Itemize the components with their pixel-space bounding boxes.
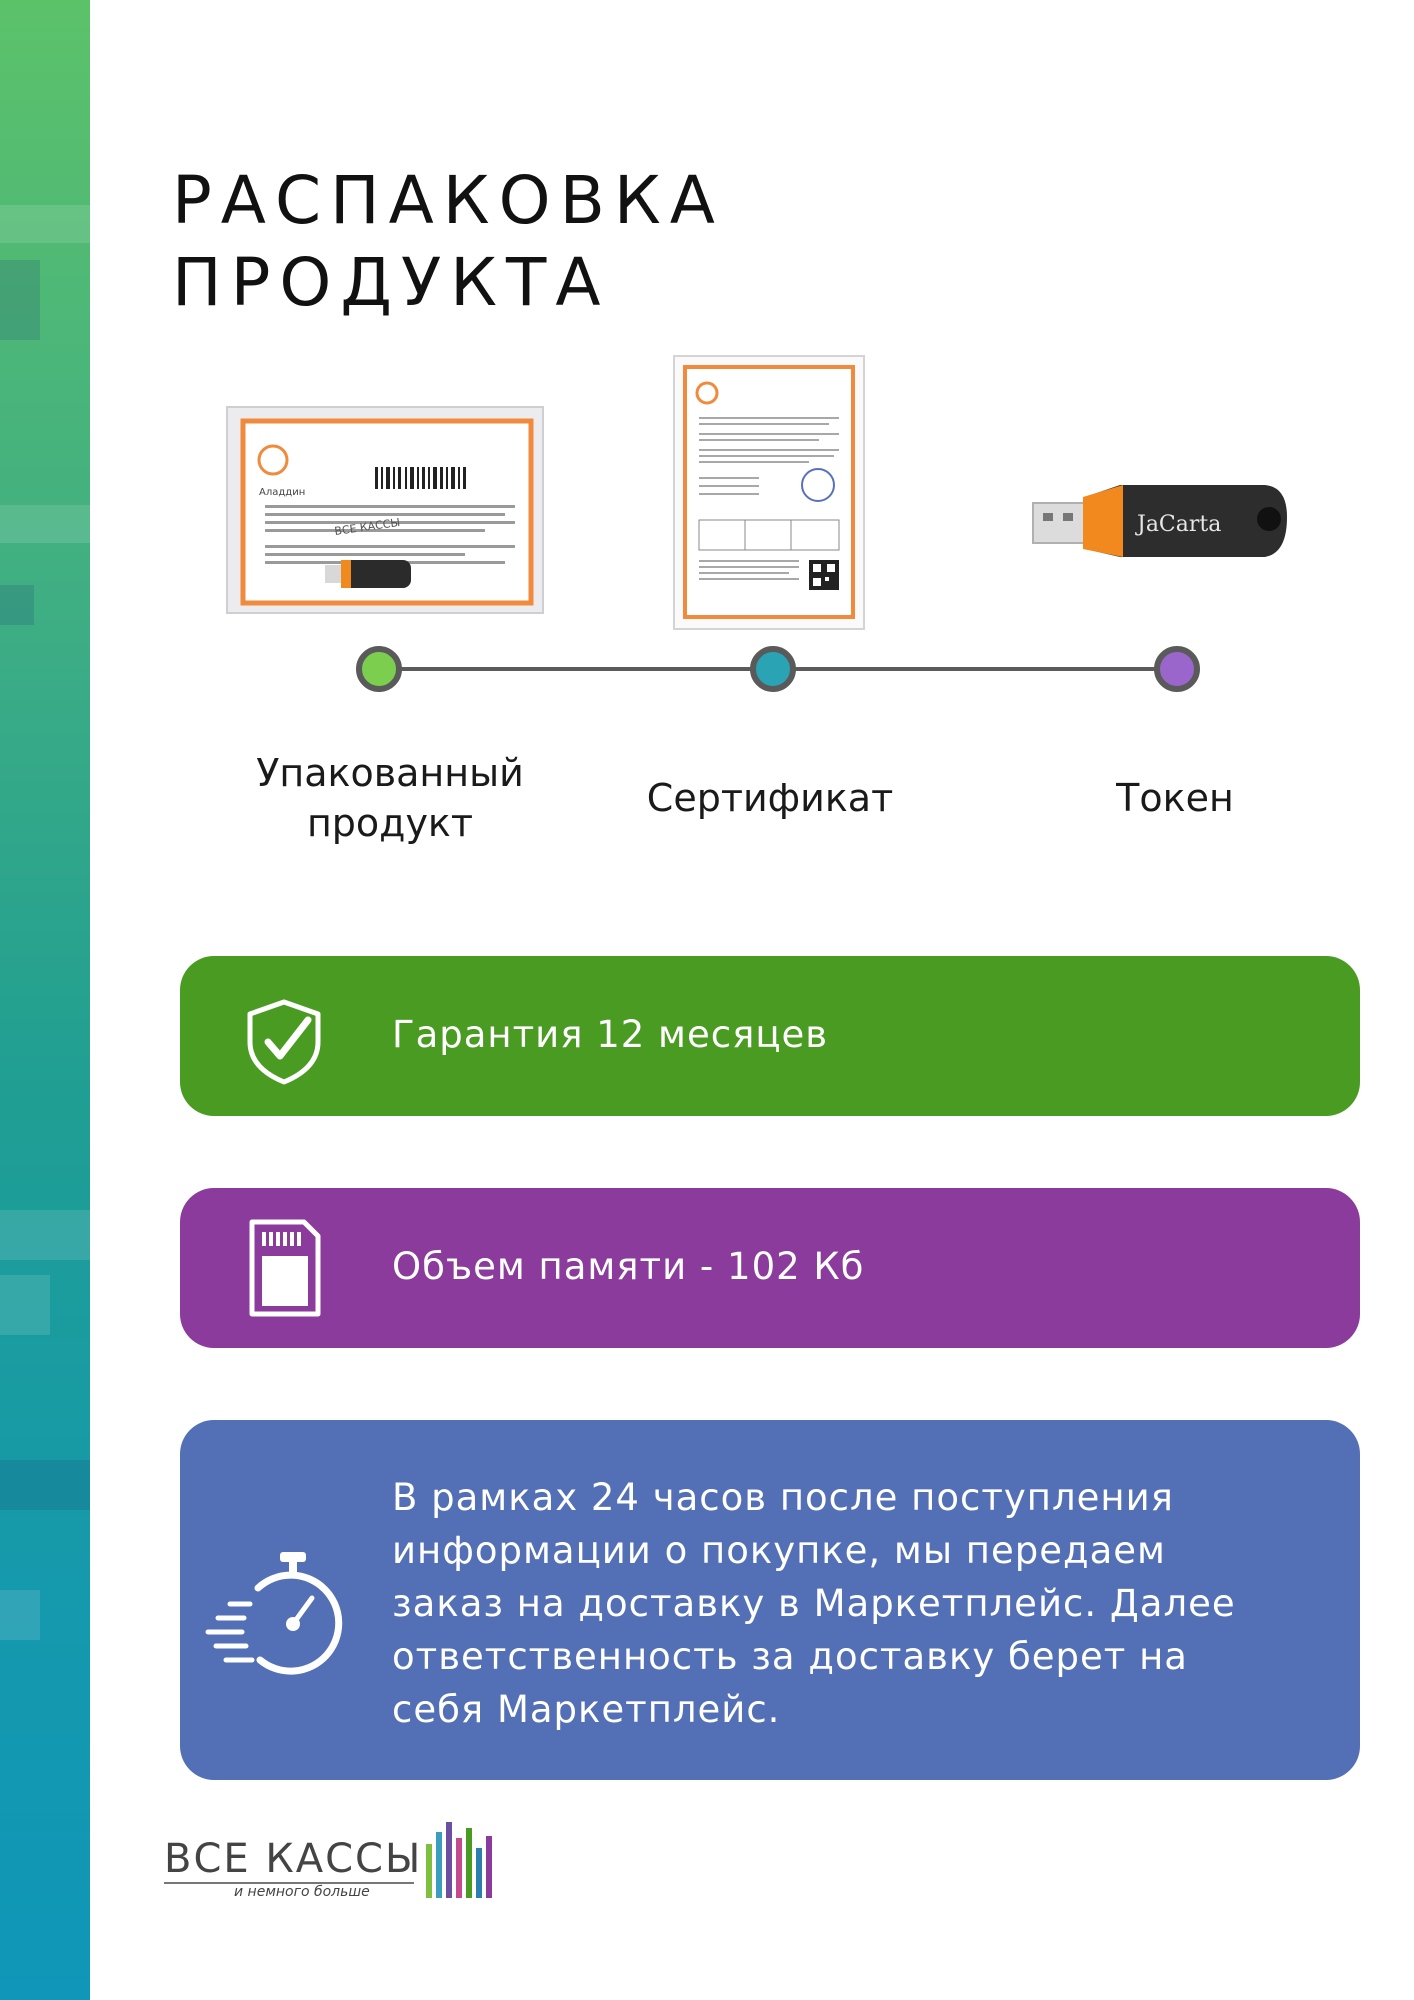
package-brand-label: Аладдин bbox=[259, 487, 306, 498]
packaged-product-image bbox=[225, 405, 545, 615]
warranty-text: Гарантия 12 месяцев bbox=[392, 1013, 829, 1056]
page-title-line-2: ПРОДУКТА bbox=[172, 244, 610, 321]
stopwatch-icon bbox=[202, 1548, 352, 1684]
step-label-token: Токен bbox=[1116, 776, 1234, 820]
brand-bar bbox=[466, 1828, 472, 1898]
token-brand-label: JaCarta bbox=[1137, 512, 1222, 537]
memory-card-icon bbox=[244, 1216, 324, 1320]
delivery-card bbox=[180, 1420, 1360, 1780]
page-title bbox=[172, 160, 724, 324]
token-image bbox=[1025, 475, 1295, 575]
qr-code bbox=[809, 560, 839, 590]
side-decoration-stripe bbox=[0, 0, 90, 2000]
memory-text: Объем памяти - 102 Кб bbox=[392, 1245, 865, 1288]
brand-tagline: и немного больше bbox=[234, 1884, 370, 1900]
timeline-dot-certificate bbox=[750, 646, 796, 692]
page-title-line-1: РАСПАКОВКА bbox=[172, 162, 724, 239]
certificate-image bbox=[673, 355, 865, 630]
brand-bar bbox=[446, 1822, 452, 1898]
step-label-packaged-product: Упакованный продукт bbox=[256, 751, 524, 845]
brand-logo bbox=[164, 1818, 504, 1900]
warranty-card bbox=[180, 956, 1360, 1116]
timeline-dot-packaged-product bbox=[356, 646, 402, 692]
package-stamp-label: ВСЕ КАССЫ bbox=[333, 515, 401, 538]
brand-bar bbox=[436, 1832, 442, 1898]
timeline-dot-token bbox=[1154, 646, 1200, 692]
brand-bar bbox=[426, 1844, 432, 1898]
brand-name: ВСЕ КАССЫ bbox=[164, 1836, 423, 1882]
delivery-text: В рамках 24 часов после поступления информации о покупке, мы передаем заказ на доставку в Маркетплейс. Далее ответственность за доставку берет на себя Маркетплейс. bbox=[392, 1476, 1236, 1731]
shield-check-icon bbox=[242, 998, 326, 1086]
brand-bar bbox=[476, 1848, 482, 1898]
brand-bar bbox=[456, 1838, 462, 1898]
brand-bar bbox=[486, 1836, 492, 1898]
step-label-certificate: Сертификат bbox=[646, 776, 894, 820]
memory-card bbox=[180, 1188, 1360, 1348]
brand-bars-icon bbox=[422, 1818, 502, 1898]
